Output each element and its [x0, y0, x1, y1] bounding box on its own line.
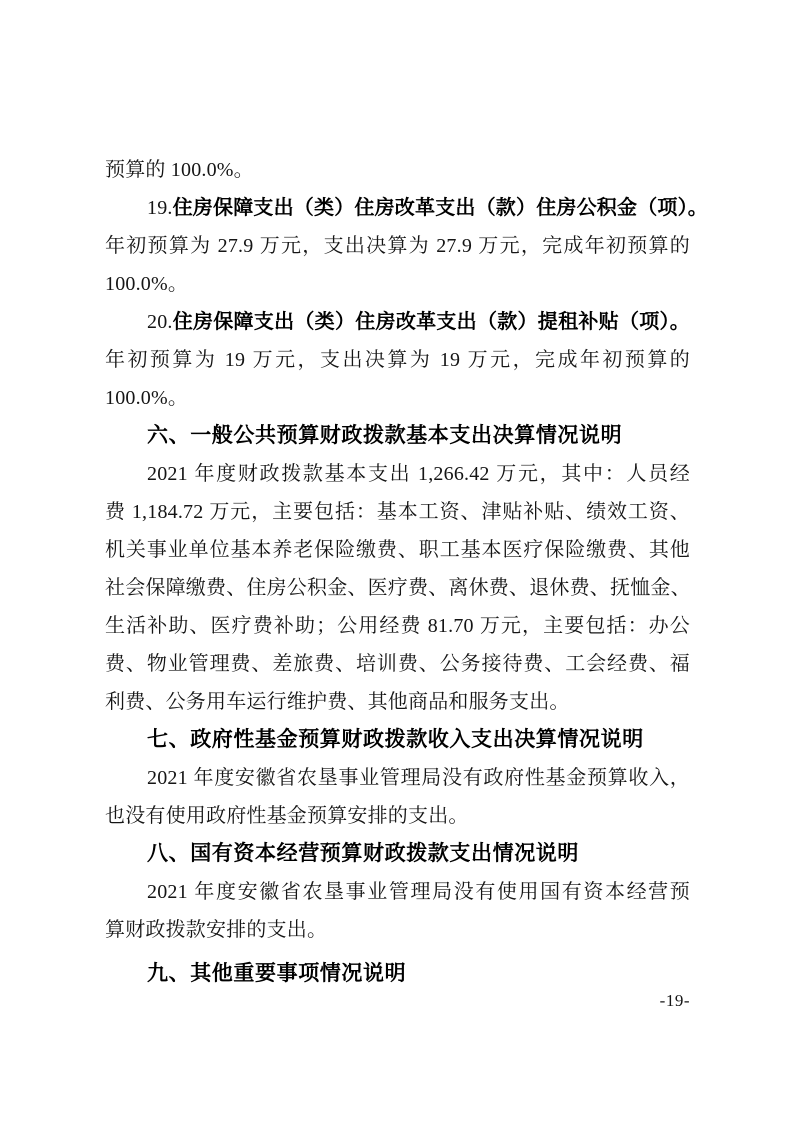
text-run: 年初预算为 19 万元，支出决算为 19 万元，完成年初预算的: [105, 349, 690, 371]
text-line: [105, 607, 690, 645]
bold-text-run: 住房保障支出（类）住房改革支出（款）住房公积金（项）。: [172, 197, 709, 219]
text-run: 费、物业管理费、差旅费、培训费、公务接待费、工会经费、福: [105, 653, 690, 675]
text-run: 2021 年度安徽省农垦事业管理局没有政府性基金预算收入，: [147, 767, 690, 789]
text-run: 预算的 100.0%。: [105, 159, 254, 181]
text-line: [105, 303, 690, 341]
text-line: [105, 759, 690, 797]
text-line: [105, 873, 690, 911]
text-line: [105, 797, 690, 835]
text-run: 利费、公务用车运行维护费、其他商品和服务支出。: [105, 691, 570, 713]
text-run: 社会保障缴费、住房公积金、医疗费、离休费、退休费、抚恤金、: [105, 577, 691, 599]
text-run: 19.: [147, 197, 173, 219]
text-line: [105, 341, 690, 379]
text-run: 2021 年度财政拨款基本支出 1,266.42 万元，其中：人员经: [147, 463, 690, 485]
bold-text-run: 七、政府性基金预算财政拨款收入支出决算情况说明: [147, 728, 644, 751]
text-run: 20.: [147, 311, 173, 333]
text-line: [105, 531, 690, 569]
text-run: 费 1,184.72 万元，主要包括：基本工资、津贴补贴、绩效工资、: [105, 501, 690, 523]
text-line: [105, 911, 690, 949]
bold-text-run: 六、一般公共预算财政拨款基本支出决算情况说明: [147, 424, 623, 447]
text-line: [105, 265, 690, 303]
text-line: [105, 569, 690, 607]
page-number: -19-: [659, 991, 690, 1010]
text-line: [105, 645, 690, 683]
bold-text-run: 八、国有资本经营预算财政拨款支出情况说明: [147, 842, 579, 865]
section-heading: [105, 721, 690, 759]
document-body: [105, 151, 709, 993]
text-line: [105, 683, 690, 721]
bold-text-run: 住房保障支出（类）住房改革支出（款）提租补贴（项）。: [172, 311, 690, 333]
text-line: [105, 455, 690, 493]
text-line: [105, 151, 690, 189]
text-run: 100.0%。: [105, 273, 189, 295]
text-run: 机关事业单位基本养老保险缴费、职工基本医疗保险缴费、其他: [105, 539, 690, 561]
text-run: 算财政拨款安排的支出。: [105, 919, 328, 941]
text-run: 年初预算为 27.9 万元，支出决算为 27.9 万元，完成年初预算的: [105, 235, 690, 257]
bold-text-run: 九、其他重要事项情况说明: [147, 962, 407, 985]
text-line: [105, 189, 709, 227]
section-heading: [105, 955, 690, 993]
text-run: 2021 年度安徽省农垦事业管理局没有使用国有资本经营预: [147, 881, 690, 903]
section-heading: [105, 835, 690, 873]
text-line: [105, 493, 690, 531]
section-heading: [105, 417, 690, 455]
text-line: [105, 227, 690, 265]
text-run: 100.0%。: [105, 387, 189, 409]
text-run: 生活补助、医疗费补助；公用经费 81.70 万元，主要包括：办公: [105, 615, 690, 637]
text-run: 也没有使用政府性基金预算安排的支出。: [105, 805, 469, 827]
text-line: [105, 379, 690, 417]
